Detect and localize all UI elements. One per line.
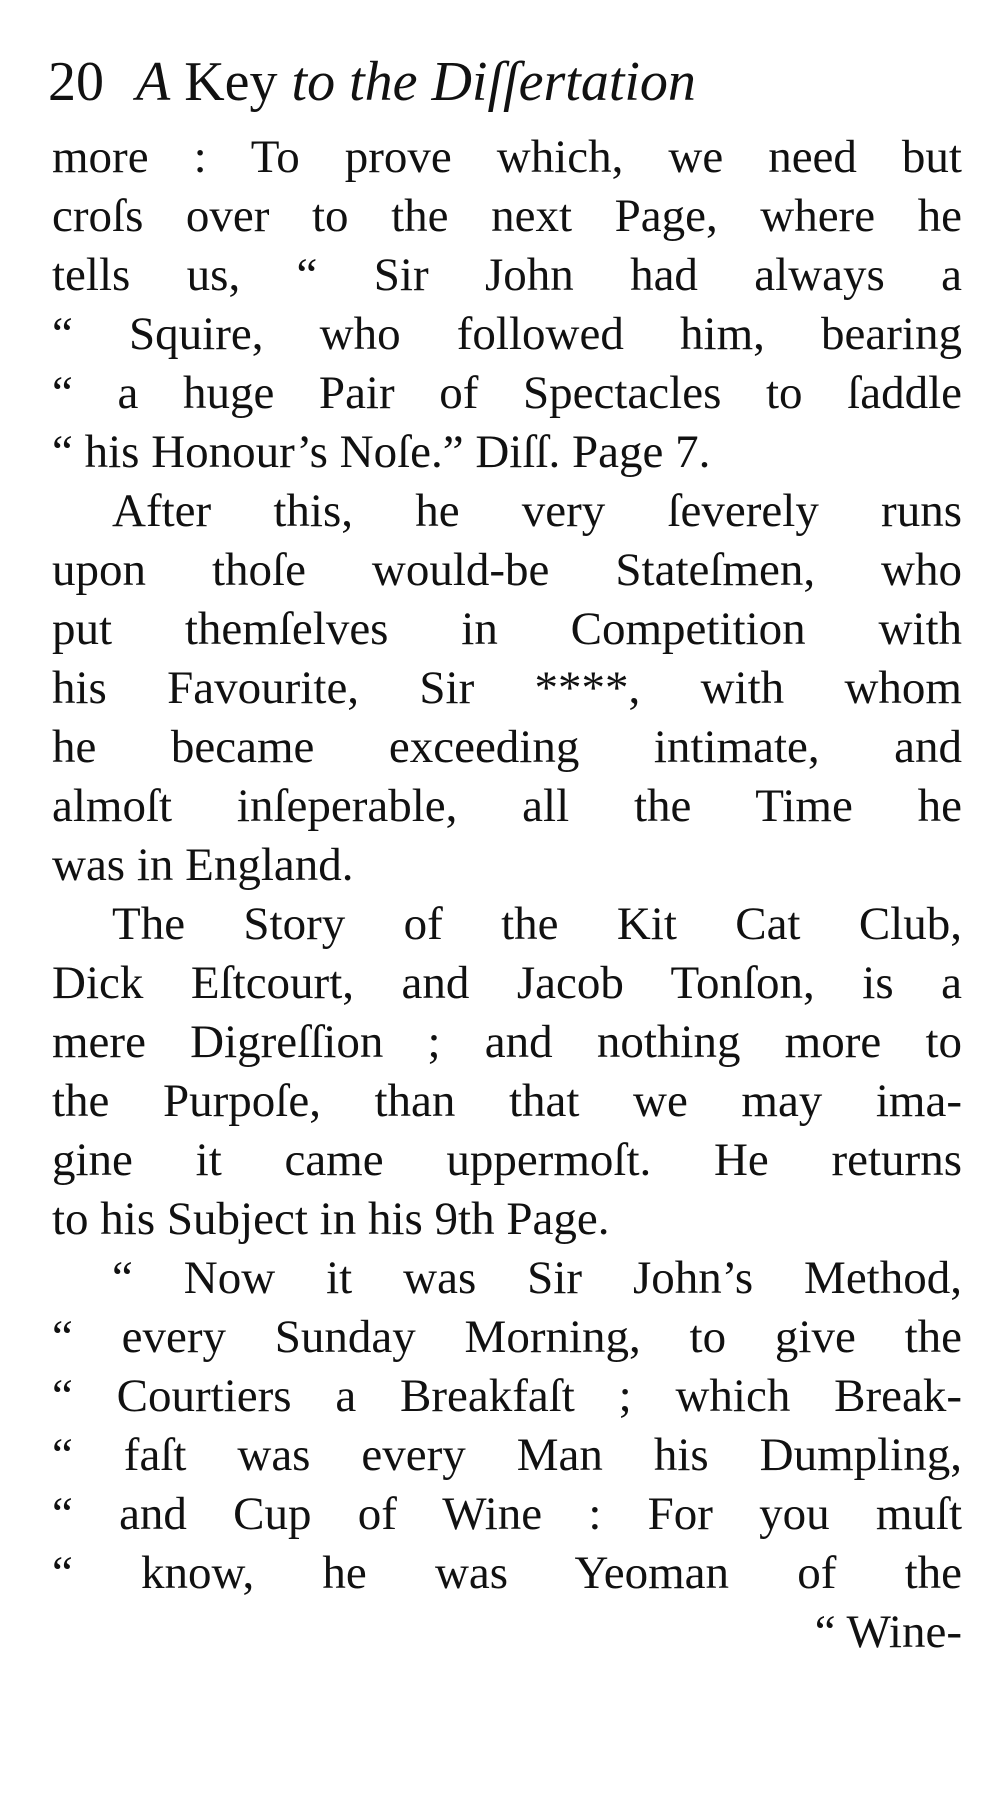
text-line: “ Squire, who followed him, bearing [52,308,962,360]
text-line: “ his Honour’s Noſe.” Diſſ. Page 7. [52,426,711,478]
catchword: “ Wine- [814,1606,962,1658]
text-line: mere Digreſſion ; and nothing more to [52,1016,962,1068]
text-line: croſs over to the next Page, where he [52,190,962,242]
page-number: 20 [48,51,104,113]
text-line: put themſelves in Competition with [52,603,962,655]
text-line: “ faſt was every Man his Dumpling, [52,1429,962,1481]
text-line: he became exceeding intimate, and [52,721,962,773]
text-line: to his Subject in his 9th Page. [52,1193,610,1245]
running-header [48,42,948,122]
text-line: “ a huge Pair of Spectacles to ſaddle [52,367,962,419]
text-line: “ every Sunday Morning, to give the [52,1311,962,1363]
text-line: After this, he very ſeverely runs [112,485,962,537]
text-line: “ Courtiers a Breakfaſt ; which Break- [52,1370,962,1422]
text-line: more : To prove which, we need but [52,131,962,183]
text-line: almoſt inſeperable, all the Time he [52,780,962,832]
text-line: Dick Eſtcourt, and Jacob Tonſon, is a [52,957,962,1009]
text-line: The Story of the Kit Cat Club, [112,898,962,950]
text-line: “ know, he was Yeoman of the [52,1547,962,1599]
text-line: his Favourite, Sir ****, with whom [52,662,962,714]
page-body [52,128,962,1662]
text-line: was in England. [52,839,354,891]
text-line: “ and Cup of Wine : For you muſt [52,1488,962,1540]
text-line: upon thoſe would-be Stateſmen, who [52,544,962,596]
text-line: gine it came uppermoſt. He returns [52,1134,962,1186]
text-line: “ Now it was Sir John’s Method, [112,1252,962,1304]
header-title-italic-b: to the Diſſertation [291,51,696,113]
text-line: tells us, “ Sir John had always a [52,249,962,301]
text-line: the Purpoſe, than that we may ima- [52,1075,962,1127]
header-title-italic-a: A [136,51,171,113]
header-title-roman: Key [184,51,278,113]
